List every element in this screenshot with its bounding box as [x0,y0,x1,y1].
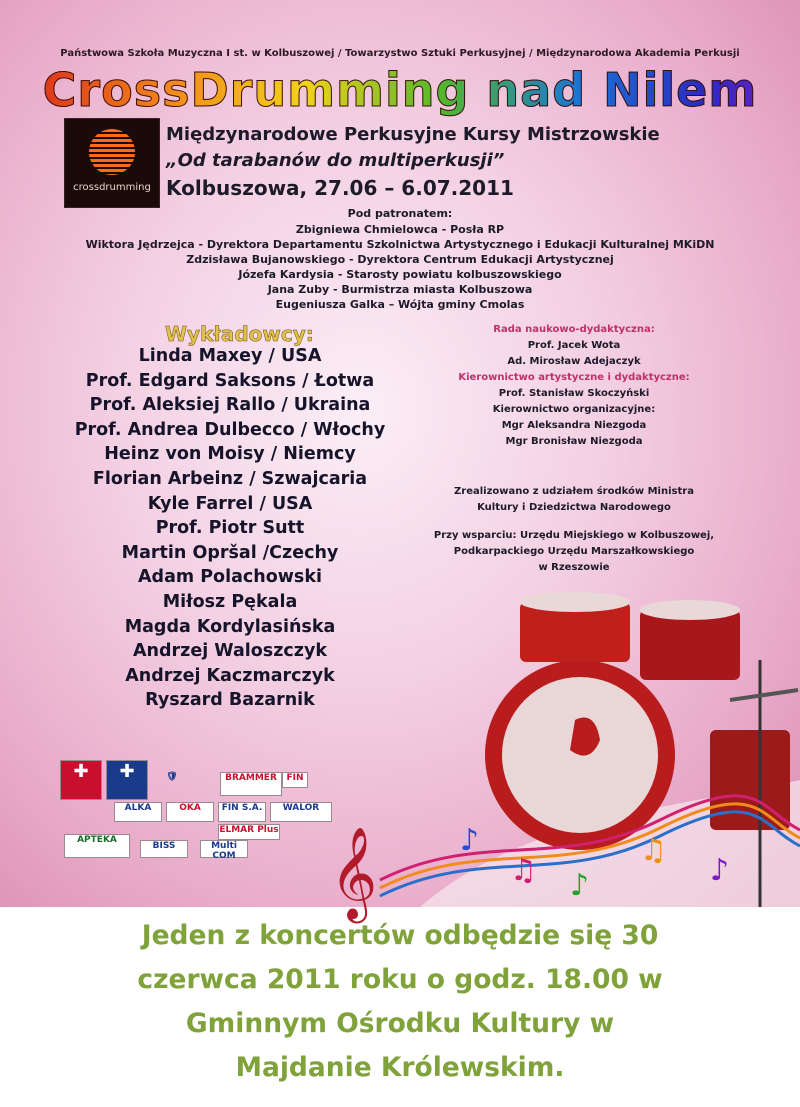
support-note [404,528,744,576]
art-director: Prof. Stanisław Skoczyński [498,388,650,399]
support-line: w Rzeszowie [538,562,610,573]
patron-item: Zdzisława Bujanowskiego - Dyrektora Centrum Edukacji Artystycznej [186,253,614,266]
coat-of-arms-icon: 🛡 [166,772,178,782]
lecturer-item: Linda Maxey / USA [138,346,322,366]
council-section [404,322,744,450]
organizer: Mgr Bronisław Niezgoda [505,436,643,447]
svg-text:♫: ♫ [510,853,537,888]
sponsor-logo: WALOR [270,802,332,822]
organizational-heading: Kierownictwo organizacyjne: [492,404,656,415]
coat-of-arms-icon: ✚ [106,760,148,800]
patronage-heading: Pod patronatem: [347,207,453,220]
sponsor-logo: FIN [282,772,308,788]
lecturer-item: Andrzej Waloszczyk [132,641,328,662]
patron-item: Wiktora Jędrzejca - Dyrektora Departamentu Szkolnictwa Artystycznego i Edukacji Kulturalnej MKiDN [85,238,715,251]
patron-item: Eugeniusza Galka – Wójta gminy Cmolas [275,298,525,311]
sponsor-logo: Multi COM [200,840,248,858]
patron-item: Józefa Kardysia - Starosty powiatu kolbuszowskiego [238,268,562,281]
svg-text:𝄞: 𝄞 [330,826,378,919]
lecturer-item: Florian Arbeinz / Szwajcaria [92,468,368,489]
lecturer-item: Miłosz Pękala [162,591,298,612]
support-line: Podkarpackiego Urzędu Marszałkowskiego [453,546,695,557]
patron-item: Jana Zuby - Burmistrza miasta Kolbuszowa [267,283,533,296]
course-motto: „Od tarabanów do multiperkusji” [166,150,505,171]
coat-of-arms-icon: ✚ [60,760,102,800]
announcement-line: Majdanie Królewskim. [235,1052,565,1083]
lecturer-item: Heinz von Moisy / Niemcy [104,444,356,465]
funding-line: Kultury i Dziedzictwa Narodowego [477,502,671,513]
svg-text:♪: ♪ [460,823,480,858]
patron-item: Zbigniewa Chmielowca - Posła RP [295,223,505,236]
sponsor-logo: ELMAR Plus [218,824,280,840]
announcement-line: czerwca 2011 roku o godz. 18.00 w [137,964,663,995]
lecturers-heading: Wykładowcy: [165,322,314,346]
funding-line: Zrealizowano z udziałem środków Ministra [454,486,694,497]
lecturer-item: Martin Opršal /Czechy [121,542,339,563]
patrons-list [0,222,800,312]
organizer: Mgr Aleksandra Niezgoda [501,420,647,431]
lecturers-list [50,344,410,713]
lecturer-item: Ryszard Bazarnik [145,690,315,711]
crossdrumming-logo [64,118,160,208]
sponsor-logos [60,760,340,860]
sponsor-logo: OKA [166,802,214,822]
poster-title: CrossDrumming nad Nilem [0,63,800,117]
lecturer-item: Prof. Piotr Sutt [155,518,305,539]
lecturer-item: Adam Polachowski [138,567,322,588]
sponsor-logo: BISS [140,840,188,858]
drum-kit-svg [330,580,800,919]
course-title: Międzynarodowe Perkusyjne Kursy Mistrzowskie [166,124,660,145]
svg-text:♫: ♫ [640,833,667,868]
sun-icon [89,129,135,175]
council-member: Prof. Jacek Wota [527,340,621,351]
announcement-line: Gminnym Ośrodku Kultury w [185,1008,615,1039]
support-line: Przy wsparciu: Urzędu Miejskiego w Kolbuszowej, [433,530,715,541]
svg-text:♪: ♪ [570,868,590,903]
council-member: Ad. Mirosław Adejaczyk [507,356,641,367]
art-direction-heading: Kierownictwo artystyczne i dydaktyczne: [458,372,690,383]
lecturer-item: Andrzej Kaczmarczyk [125,665,335,686]
drum-kit-illustration [330,580,800,919]
sponsor-logo: BRAMMER [220,772,282,796]
poster-header-line: Państwowa Szkoła Muzyczna I st. w Kolbuszowej / Towarzystwo Sztuki Perkusyjnej / Międzynarodowa Akademia Perkusji [60,48,740,59]
lecturer-item: Kyle Farrel / USA [147,493,313,514]
logo-label: crossdrumming [73,182,151,193]
sponsor-logo: FIN S.A. [218,802,266,822]
council-heading: Rada naukowo-dydaktyczna: [493,324,655,335]
lecturer-item: Prof. Aleksiej Rallo / Ukraina [89,395,371,416]
lecturer-item: Magda Kordylasińska [124,616,336,637]
concert-announcement [0,914,800,1090]
lecturer-item: Prof. Andrea Dulbecco / Włochy [74,419,386,440]
course-dates: Kolbuszowa, 27.06 – 6.07.2011 [166,176,514,200]
svg-text:♪: ♪ [710,853,730,888]
lecturer-item: Prof. Edgard Saksons / Łotwa [85,370,375,391]
sponsor-logo: APTEKA [64,834,130,858]
announcement-line: Jeden z koncertów odbędzie się 30 [141,920,659,951]
funding-note [404,484,744,516]
sponsor-logo: ALKA [114,802,162,822]
